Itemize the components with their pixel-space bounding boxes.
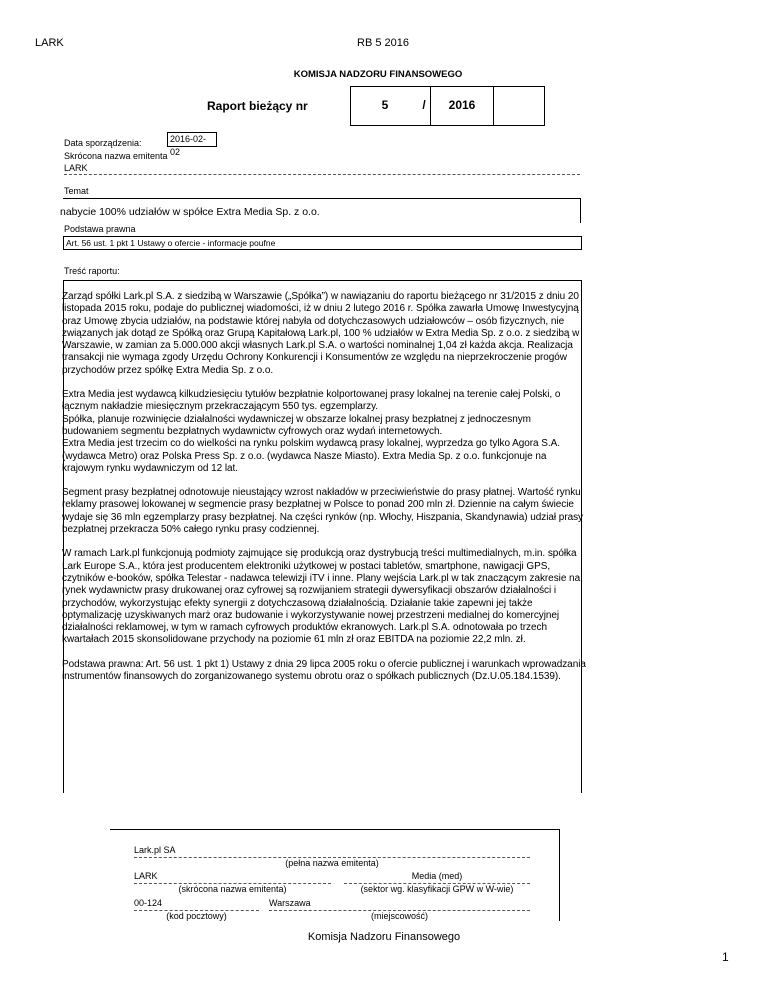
report-year-box: [430, 86, 494, 126]
topic-label: Temat: [64, 186, 89, 196]
content-paragraph-2: Extra Media jest wydawcą kilkudziesięciu tytułów bezpłatnie kolportowanej prasy lokalnej na terenie całej Polski, o łącznym nakładzie miesięcznym przekraczającym 550 tys. egzemplarzy. Spółka, planuje rozwinięcie działalności wydawniczej w obszarze lokalnej prasy bezpłatnej z jednoczesnym budowaniem segmentu bezpłatnych wydawnictw cyfrowych oraz wydań internetowych. Extra Media jest trzecim co do wielkości na rynku polskim wydawcą prasy lokalnej, wyprzedza go tylko Agora S.A. (wydawca Metro) oraz Polska Press Sp. z o.o. (wydawca Nasze Miasto). Extra Media Sp. z o.o. funkcjonuje na krajowym rynku wydawniczym od 12 lat.: [62, 389, 561, 474]
date-label: Data sporządzenia:: [64, 138, 142, 148]
content-paragraph-4: W ramach Lark.pl funkcjonują podmioty zajmujące się produkcją oraz dystrybucją treści multimedialnych, m.in. spółka Lark Europe S.A., która jest producentem elektroniki użytkowej w postaci tabletów, smartphone, nawigacji GPS, czytników e-booków, spółka Telestar - nadawca telewizji iTV i inne. Plany wejścia Lark.pl w tak znaczącym zakresie na rynek wydawnictw prasy drukowanej oraz cyfrowej są rozwijaniem strategii dywersyfikacji obszarów działalności i przychodów, wykorzystując efekty synergii z dotychczasową działalnością. Działanie takie zapewni jej także optymalizację uzyskiwanych marż oraz budowanie i wykorzystywanie nowej przestrzeni medialnej do komercyjnej działalności reklamowej, w tym w ramach cyfrowych produktów ekranowych. Lark.pl S.A. odnotowała po trzech kwartałach 2015 skonsolidowane przychody na poziomie 61 mln zł oraz EBITDA na poziomie 22,2 mln. zł.: [62, 548, 581, 646]
legal-value: Art. 56 ust. 1 pkt 1 Ustawy o ofercie - informacje poufne: [63, 236, 582, 250]
issuer-full-name-caption: (pełna nazwa emitenta): [285, 858, 379, 868]
date-value: 2016-02-02: [167, 132, 217, 147]
issuer-full-name: Lark.pl SA: [134, 845, 530, 858]
issuer-sector: Media (med): [344, 871, 530, 884]
content-paragraph-5: Podstawa prawna: Art. 56 ust. 1 pkt 1) Ustawy z dnia 29 lipca 2005 roku o ofercie publicznej i warunkach wprowadzania instrumentów finansowych do zorganizowanego systemu obrotu oraz o spółkach publicznych (Dz.U.05.184.1539).: [62, 658, 586, 683]
authority-title: KOMISJA NADZORU FINANSOWEGO: [293, 69, 463, 80]
content-paragraph-1: Zarząd spółki Lark.pl S.A. z siedzibą w Warszawie („Spółka”) w nawiązaniu do raportu bieżącego nr 31/2015 z dniu 20 listopada 2015 roku, podaje do publicznej wiadomości, iż w dniu 2 lutego 2016 r. Spółka zawarła Umowę Inwestycyjną oraz Umowę zbycia udziałów, na podstawie której nabyła od dotychczasowych udziałowców – osób fizycznych, nie związanych jak dotąd ze Spółką oraz Grupą Kapitałową Lark.pl, 100 % udziałów w Extra Media Sp. z o.o. z siedzibą w Warszawie, w zamian za 5.000.000 akcji własnych Lark.pl S.A. o wartości nominalnej 1,04 zł każda akcja. Realizacja transakcji nie wymaga zgody Urzędu Ochrony Konkurencji i Konsumentów ze względu na nieprzekroczenie progów przychodów przez spółkę Extra Media Sp. z o.o.: [62, 291, 580, 376]
issuer-short-name-caption: (skrócona nazwa emitenta): [178, 884, 287, 894]
short-name-value: LARK: [64, 162, 580, 175]
legal-label: Podstawa prawna: [64, 224, 136, 234]
issuer-right-edge: [559, 829, 560, 921]
report-separator-box: [418, 86, 430, 126]
topic-value: nabycie 100% udziałów w spółce Extra Media Sp. z o.o.: [60, 206, 320, 218]
page-number: 1: [722, 950, 729, 964]
report-number: 5: [381, 98, 389, 112]
content-body: [62, 291, 586, 695]
issuer-short-name: LARK: [134, 871, 331, 884]
short-name-label: Skrócona nazwa emitenta: [64, 151, 168, 161]
content-label: Treść raportu:: [64, 266, 120, 276]
issuer-sector-caption: (sektor wg. klasyfikacji GPW w W-wie): [360, 884, 514, 894]
header-center: RB 5 2016: [357, 37, 409, 49]
issuer-divider: [110, 829, 560, 830]
issuer-city: Warszawa: [269, 898, 530, 911]
report-title: Raport bieżący nr: [207, 99, 308, 113]
content-paragraph-3: Segment prasy bezpłatnej odnotowuje nieustający wzrost nakładów w przeciwieństwie do prasy płatnej. Wartość rynku reklamy prasowej lokowanej w segmencie prasy bezpłatnej w Polsce to ponad 200 mln zł. Dziennie na całym świecie wydaje się 36 mln egzemplarzy prasy bezpłatnej. Na części rynków (np. Włochy, Hiszpania, Skandynawia) udział prasy bezpłatnej przekracza 50% całego rynku prasy codziennej.: [62, 487, 584, 536]
report-number-box: [350, 86, 419, 126]
issuer-postal-caption: (kod pocztowy): [166, 911, 227, 921]
report-year: 2016: [448, 98, 476, 112]
issuer-city-caption: (miejscowość): [370, 911, 428, 921]
issuer-postal-code: 00-124: [134, 898, 259, 911]
report-separator: /: [422, 98, 426, 112]
header-left: LARK: [35, 37, 64, 49]
footer-authority: Komisja Nadzoru Finansowego: [307, 931, 461, 943]
report-extra-box: [493, 86, 545, 126]
